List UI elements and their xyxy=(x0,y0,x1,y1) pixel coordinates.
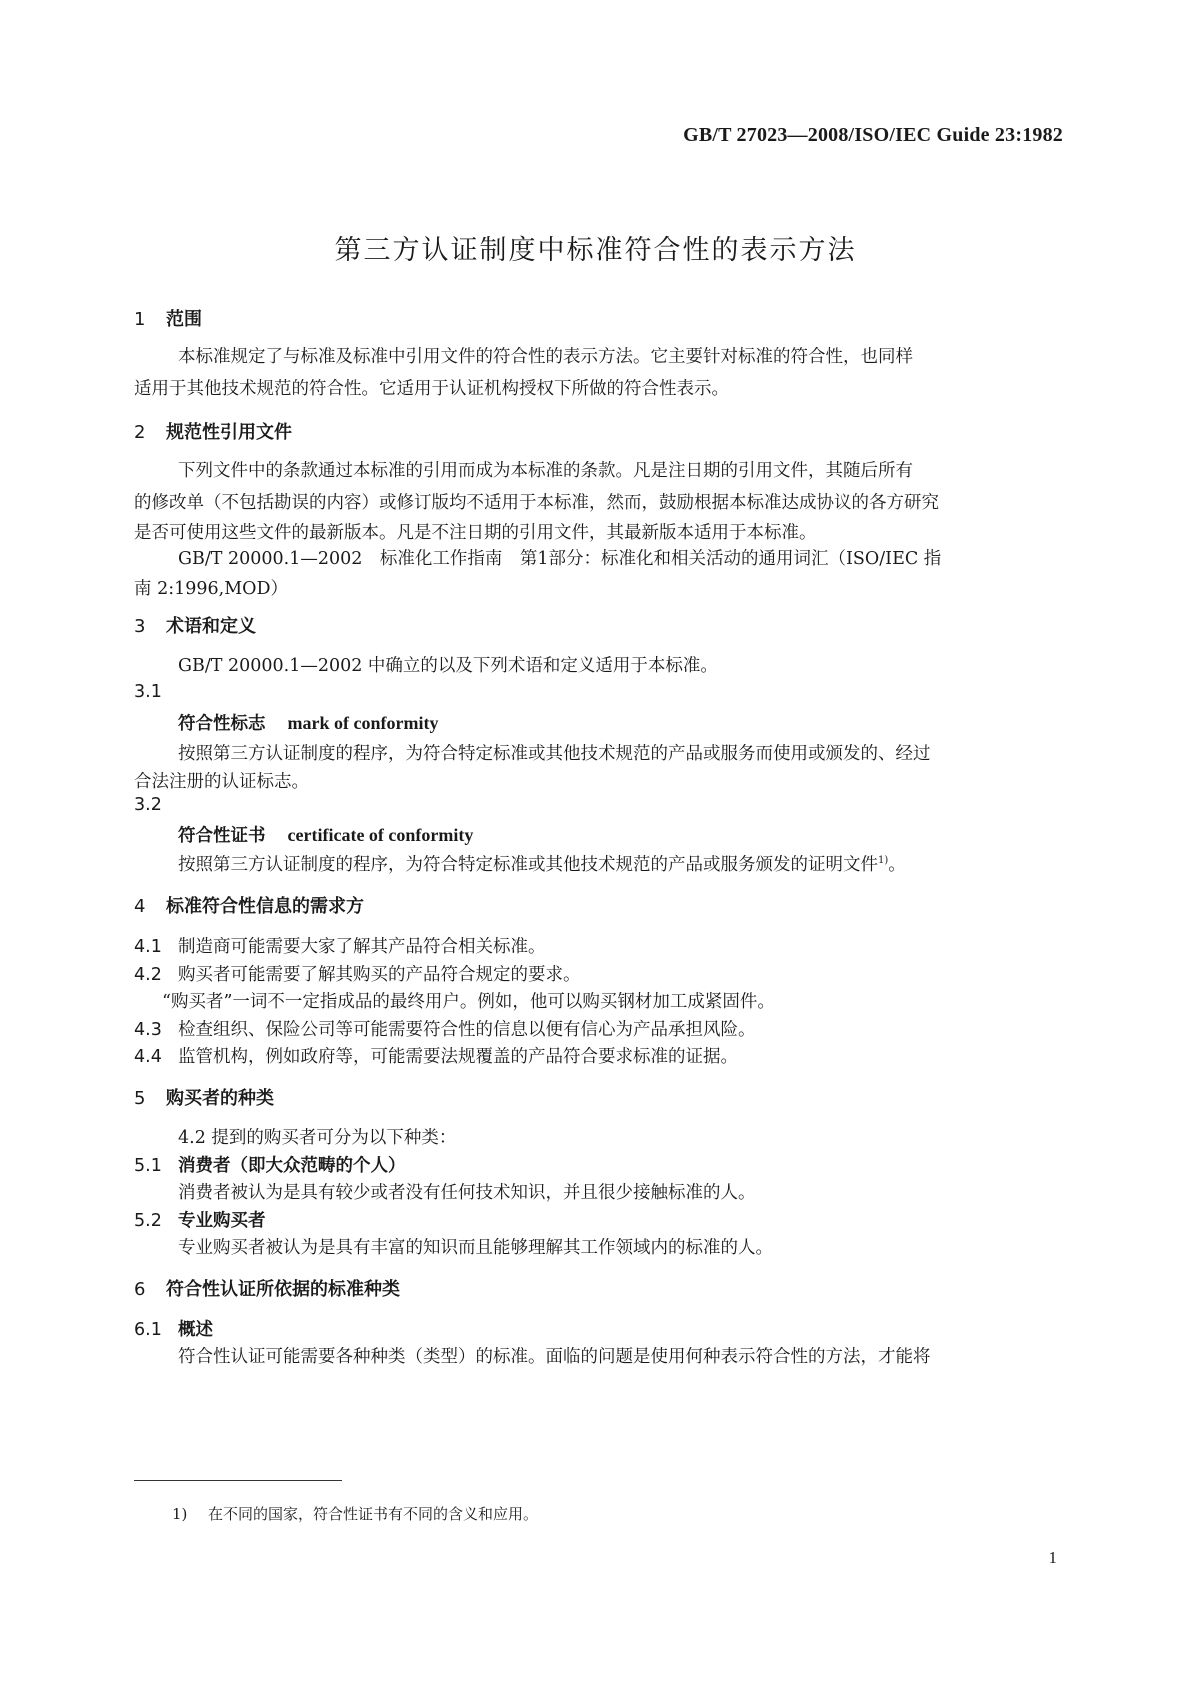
term-cn: 符合性证书 xyxy=(178,826,266,846)
term-3-2-heading xyxy=(178,822,473,847)
term-en: certificate of conformity xyxy=(287,825,474,845)
term-en: mark of conformity xyxy=(287,713,439,733)
section-title: 购买者的种类 xyxy=(166,1088,274,1109)
clause-5-1-heading xyxy=(134,1152,406,1177)
clause-text: 监管机构，例如政府等，可能需要法规覆盖的产品符合要求标准的证据。 xyxy=(178,1047,738,1067)
clause-5-1-text: 消费者被认为是具有较少或者没有任何技术知识，并且很少接触标准的人。 xyxy=(178,1183,756,1203)
clause-6-1-heading xyxy=(134,1316,213,1341)
s2-paragraph-line-3: 是否可使用这些文件的最新版本。凡是不注日期的引用文件，其最新版本适用于本标准。 xyxy=(134,523,817,543)
section-6-heading xyxy=(134,1275,400,1301)
section-number: 3 xyxy=(134,616,146,637)
s1-paragraph-line-2: 适用于其他技术规范的符合性。它适用于认证机构授权下所做的符合性表示。 xyxy=(134,379,729,399)
page-number: 1 xyxy=(1048,1548,1057,1567)
s2-paragraph-line-2: 的修改单（不包括勘误的内容）或修订版均不适用于本标准，然而，鼓励根据本标准达成协议的各方研究 xyxy=(134,493,939,513)
clause-title: 专业购买者 xyxy=(178,1211,266,1231)
term-3-2-number: 3.2 xyxy=(134,795,162,815)
footnote-text: 在不同的国家，符合性证书有不同的含义和应用。 xyxy=(208,1505,539,1523)
section-title: 范围 xyxy=(166,309,202,330)
clause-number: 4.1 xyxy=(134,937,162,957)
footnote-divider xyxy=(134,1480,342,1481)
s2-reference-line-2: 南 2:1996,MOD） xyxy=(134,579,288,599)
clause-title: 消费者（即大众范畴的个人） xyxy=(178,1156,406,1176)
clause-number: 4.2 xyxy=(134,965,162,985)
clause-6-1-text: 符合性认证可能需要各种种类（类型）的标准。面临的问题是使用何种表示符合性的方法，才能将 xyxy=(178,1347,931,1367)
term-3-1-definition-line-2: 合法注册的认证标志。 xyxy=(134,772,309,792)
section-2-heading xyxy=(134,418,292,444)
clause-number: 6.1 xyxy=(134,1320,162,1340)
clause-4-2 xyxy=(134,961,581,986)
clause-text: 购买者可能需要了解其购买的产品符合规定的要求。 xyxy=(178,965,581,985)
s5-intro: 4.2 提到的购买者可分为以下种类： xyxy=(178,1128,457,1148)
s1-paragraph-line-1: 本标准规定了与标准及标准中引用文件的符合性的表示方法。它主要针对标准的符合性，也同样 xyxy=(178,347,913,367)
document-title: 第三方认证制度中标准符合性的表示方法 xyxy=(334,235,857,266)
clause-text: 制造商可能需要大家了解其产品符合相关标准。 xyxy=(178,937,546,957)
clause-number: 5.2 xyxy=(134,1211,162,1231)
clause-number: 4.3 xyxy=(134,1020,162,1040)
section-number: 1 xyxy=(134,309,146,330)
term-cn: 符合性标志 xyxy=(178,714,266,734)
clause-4-1 xyxy=(134,933,546,958)
clause-text: 检查组织、保险公司等可能需要符合性的信息以便有信心为产品承担风险。 xyxy=(178,1020,756,1040)
section-5-heading xyxy=(134,1084,274,1110)
section-number: 2 xyxy=(134,422,146,443)
footnote-reference[interactable]: 1) xyxy=(878,855,889,867)
s3-intro: GB/T 20000.1—2002 中确立的以及下列术语和定义适用于本标准。 xyxy=(178,656,718,676)
term-3-1-definition-line-1: 按照第三方认证制度的程序，为符合特定标准或其他技术规范的产品或服务而使用或颁发的、经过 xyxy=(178,744,931,764)
section-number: 4 xyxy=(134,896,146,917)
clause-4-2-note: “购买者”一词不一定指成品的最终用户。例如，他可以购买钢材加工成紧固件。 xyxy=(162,992,775,1012)
section-1-heading xyxy=(134,305,202,331)
clause-number: 5.1 xyxy=(134,1156,162,1176)
footnote-mark: 1) xyxy=(172,1505,188,1523)
clause-title: 概述 xyxy=(178,1320,213,1340)
term-3-1-number: 3.1 xyxy=(134,682,162,702)
section-title: 符合性认证所依据的标准种类 xyxy=(166,1279,400,1300)
definition-text: 按照第三方认证制度的程序，为符合特定标准或其他技术规范的产品或服务颁发的证明文件 xyxy=(178,855,878,875)
clause-5-2-heading xyxy=(134,1207,266,1232)
section-title: 术语和定义 xyxy=(166,616,256,637)
section-3-heading xyxy=(134,612,256,638)
section-4-heading xyxy=(134,892,364,918)
section-title: 规范性引用文件 xyxy=(166,422,292,443)
footnote xyxy=(172,1503,538,1524)
section-number: 5 xyxy=(134,1088,146,1109)
term-3-1-heading xyxy=(178,710,438,735)
clause-number: 4.4 xyxy=(134,1047,162,1067)
standard-code-header: GB/T 27023—2008/ISO/IEC Guide 23:1982 xyxy=(683,124,1063,146)
section-number: 6 xyxy=(134,1279,146,1300)
definition-end: 。 xyxy=(888,855,906,875)
s2-paragraph-line-1: 下列文件中的条款通过本标准的引用而成为本标准的条款。凡是注日期的引用文件，其随后所有 xyxy=(178,461,913,481)
section-title: 标准符合性信息的需求方 xyxy=(166,896,364,917)
clause-5-2-text: 专业购买者被认为是具有丰富的知识而且能够理解其工作领域内的标准的人。 xyxy=(178,1238,773,1258)
clause-4-4 xyxy=(134,1043,738,1068)
clause-4-3 xyxy=(134,1016,756,1041)
term-3-2-definition xyxy=(178,851,906,876)
s2-reference-line-1: GB/T 20000.1—2002 标准化工作指南 第1部分：标准化和相关活动的通用词汇（ISO/IEC 指 xyxy=(178,549,942,569)
